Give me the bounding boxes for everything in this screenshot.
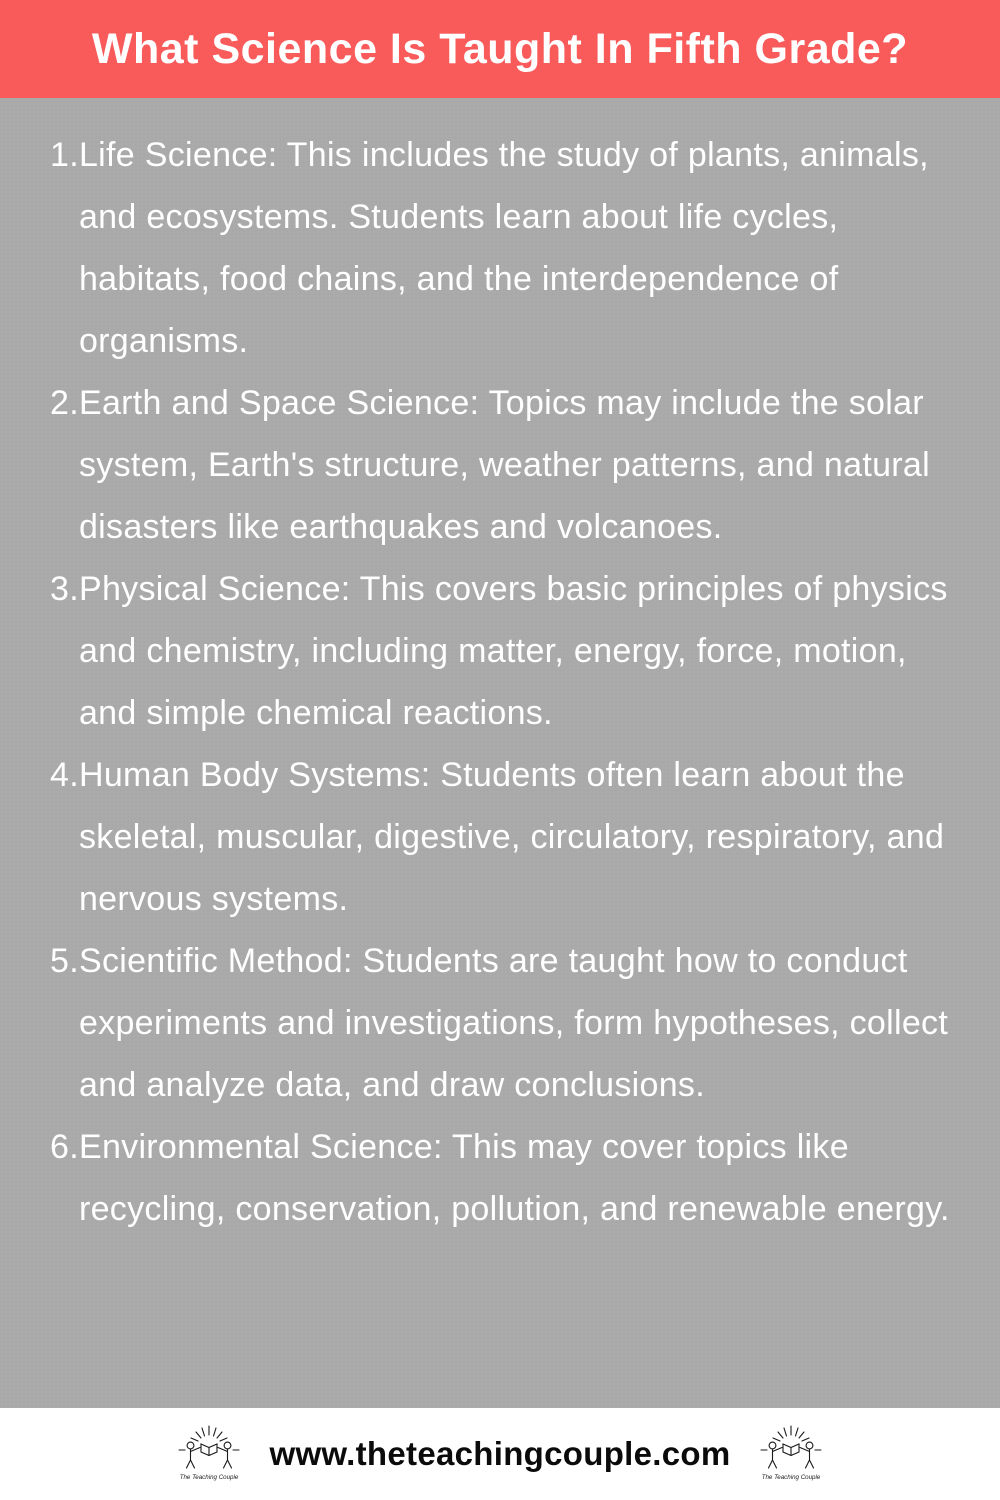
item-number: 4. — [50, 756, 79, 794]
list-item — [50, 558, 972, 744]
list-item — [50, 744, 972, 930]
item-text: Environmental Science: This may cover topics like recycling, conservation, pollution, and renewable energy. — [78, 1128, 950, 1228]
site-url: www.theteachingcouple.com — [269, 1435, 731, 1472]
item-number: 1. — [50, 136, 79, 174]
header-banner — [0, 0, 1000, 98]
logo-script-text: The Teaching Couple — [761, 1474, 820, 1481]
content-area — [0, 98, 1000, 1408]
teaching-couple-logo-icon — [177, 1423, 241, 1485]
logo-script-text: The Teaching Couple — [180, 1474, 239, 1481]
footer — [0, 1408, 1000, 1500]
science-topics-list — [50, 124, 972, 1240]
item-text: Scientific Method: Students are taught how to conduct experiments and investigations, form hypotheses, collect and analyze data, and draw conclusions. — [78, 942, 949, 1104]
item-text: Earth and Space Science: Topics may include the solar system, Earth's structure, weather patterns, and natural disasters like earthquakes and volcanoes. — [78, 384, 930, 546]
page-title: What Science Is Taught In Fifth Grade? — [91, 24, 909, 73]
item-number: 6. — [50, 1128, 79, 1166]
item-text: Life Science: This includes the study of plants, animals, and ecosystems. Students learn about life cycles, habitats, food chains, and the interdependence of organisms. — [78, 136, 929, 360]
item-number: 5. — [50, 942, 79, 980]
item-number: 2. — [50, 384, 79, 422]
list-item — [50, 372, 972, 558]
list-item — [50, 930, 972, 1116]
item-number: 3. — [50, 570, 79, 608]
list-item — [50, 1116, 972, 1240]
teaching-couple-logo-icon — [759, 1423, 823, 1485]
item-text: Human Body Systems: Students often learn about the skeletal, muscular, digestive, circulatory, respiratory, and nervous systems. — [78, 756, 945, 918]
list-item — [50, 124, 972, 372]
item-text: Physical Science: This covers basic principles of physics and chemistry, including matter, energy, force, motion, and simple chemical reactions. — [78, 570, 948, 732]
